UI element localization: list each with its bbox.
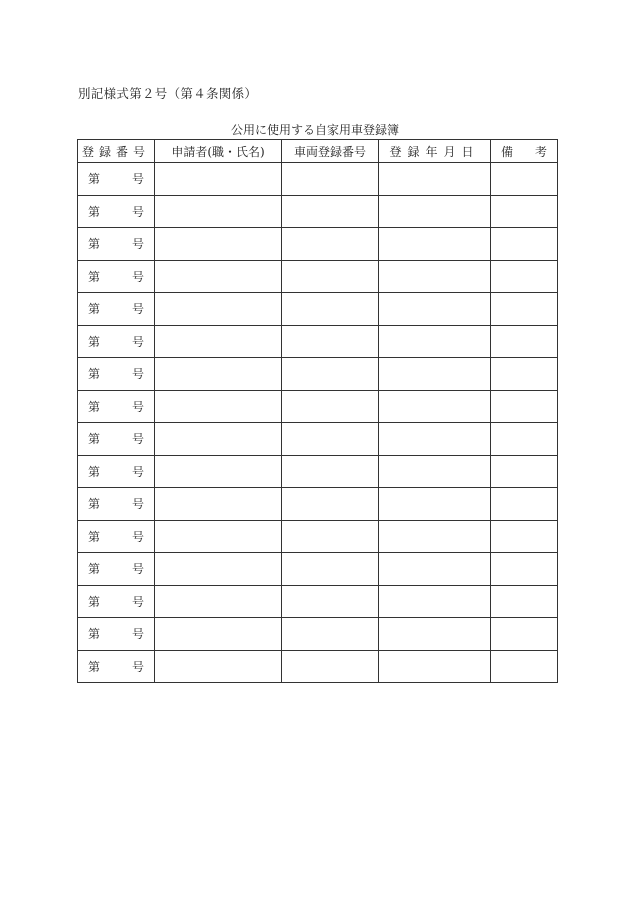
- registration-number-cell: [78, 455, 155, 488]
- registration-number-cell: [78, 618, 155, 651]
- vehicle-number-cell: [282, 228, 379, 261]
- remarks-cell: [491, 585, 558, 618]
- row-prefix: 第: [88, 497, 101, 512]
- applicant-cell: [155, 390, 282, 423]
- vehicle-number-cell: [282, 585, 379, 618]
- vehicle-number-cell: [282, 293, 379, 326]
- row-suffix: 号: [131, 627, 144, 642]
- registration-date-cell: [379, 650, 491, 683]
- header-applicant: 申請者(職・氏名): [155, 140, 282, 163]
- vehicle-number-cell: [282, 260, 379, 293]
- row-suffix: 号: [131, 399, 144, 414]
- registration-date-cell: [379, 553, 491, 586]
- vehicle-number-cell: [282, 390, 379, 423]
- row-prefix: 第: [88, 594, 101, 609]
- row-suffix: 号: [131, 464, 144, 479]
- row-prefix: 第: [88, 529, 101, 544]
- row-prefix: 第: [88, 562, 101, 577]
- header-registration-date: 登録年月日: [379, 140, 491, 163]
- vehicle-number-cell: [282, 358, 379, 391]
- row-suffix: 号: [131, 204, 144, 219]
- form-label: 別記様式第２号（第４条関係）: [78, 86, 258, 101]
- table-row: [78, 488, 558, 521]
- row-suffix: 号: [131, 269, 144, 284]
- remarks-cell: [491, 650, 558, 683]
- row-prefix: 第: [88, 399, 101, 414]
- remarks-cell: [491, 520, 558, 553]
- header-remarks: [491, 140, 558, 163]
- registration-table: [77, 139, 558, 683]
- applicant-cell: [155, 585, 282, 618]
- row-suffix: 号: [131, 497, 144, 512]
- table-row: [78, 455, 558, 488]
- row-prefix: 第: [88, 464, 101, 479]
- row-suffix: 号: [131, 432, 144, 447]
- table-row: [78, 553, 558, 586]
- registration-number-cell: [78, 650, 155, 683]
- document-title: 公用に使用する自家用車登録簿: [230, 123, 399, 137]
- table-row: [78, 423, 558, 456]
- registration-number-cell: [78, 520, 155, 553]
- applicant-cell: [155, 650, 282, 683]
- applicant-cell: [155, 520, 282, 553]
- registration-date-cell: [379, 423, 491, 456]
- vehicle-number-cell: [282, 488, 379, 521]
- table-row: [78, 260, 558, 293]
- row-suffix: 号: [131, 334, 144, 349]
- registration-date-cell: [379, 163, 491, 196]
- row-suffix: 号: [131, 367, 144, 382]
- header-row: [78, 140, 558, 163]
- applicant-cell: [155, 423, 282, 456]
- row-prefix: 第: [88, 367, 101, 382]
- vehicle-number-cell: [282, 325, 379, 358]
- applicant-cell: [155, 455, 282, 488]
- header-remarks-first: 備: [501, 144, 514, 159]
- registration-date-cell: [379, 488, 491, 521]
- applicant-cell: [155, 488, 282, 521]
- row-prefix: 第: [88, 627, 101, 642]
- registration-date-cell: [379, 358, 491, 391]
- remarks-cell: [491, 358, 558, 391]
- vehicle-number-cell: [282, 455, 379, 488]
- remarks-cell: [491, 260, 558, 293]
- row-suffix: 号: [131, 302, 144, 317]
- header-registration-number: 登録番号: [78, 140, 155, 163]
- remarks-cell: [491, 455, 558, 488]
- vehicle-number-cell: [282, 618, 379, 651]
- vehicle-number-cell: [282, 650, 379, 683]
- row-suffix: 号: [131, 237, 144, 252]
- row-prefix: 第: [88, 302, 101, 317]
- row-prefix: 第: [88, 269, 101, 284]
- row-suffix: 号: [131, 529, 144, 544]
- table-row: [78, 390, 558, 423]
- applicant-cell: [155, 228, 282, 261]
- table-row: [78, 325, 558, 358]
- registration-date-cell: [379, 618, 491, 651]
- applicant-cell: [155, 195, 282, 228]
- table-row: [78, 520, 558, 553]
- registration-date-cell: [379, 293, 491, 326]
- applicant-cell: [155, 618, 282, 651]
- registration-number-cell: [78, 325, 155, 358]
- registration-number-cell: [78, 423, 155, 456]
- registration-number-cell: [78, 585, 155, 618]
- row-suffix: 号: [131, 594, 144, 609]
- row-suffix: 号: [131, 172, 144, 187]
- table-row: [78, 358, 558, 391]
- vehicle-number-cell: [282, 553, 379, 586]
- remarks-cell: [491, 390, 558, 423]
- registration-date-cell: [379, 325, 491, 358]
- remarks-cell: [491, 293, 558, 326]
- registration-number-cell: [78, 293, 155, 326]
- applicant-cell: [155, 325, 282, 358]
- row-suffix: 号: [131, 659, 144, 674]
- row-prefix: 第: [88, 432, 101, 447]
- registration-number-cell: [78, 228, 155, 261]
- remarks-cell: [491, 553, 558, 586]
- remarks-cell: [491, 423, 558, 456]
- header-vehicle-registration-number: 車両登録番号: [282, 140, 379, 163]
- row-prefix: 第: [88, 237, 101, 252]
- applicant-cell: [155, 163, 282, 196]
- applicant-cell: [155, 293, 282, 326]
- registration-date-cell: [379, 390, 491, 423]
- registration-date-cell: [379, 520, 491, 553]
- table-row: [78, 163, 558, 196]
- row-suffix: 号: [131, 562, 144, 577]
- table-row: [78, 293, 558, 326]
- header-remarks-second: 考: [534, 144, 547, 159]
- table-row: [78, 585, 558, 618]
- vehicle-number-cell: [282, 195, 379, 228]
- registration-number-cell: [78, 195, 155, 228]
- remarks-cell: [491, 163, 558, 196]
- vehicle-number-cell: [282, 520, 379, 553]
- table-row: [78, 618, 558, 651]
- table-row: [78, 650, 558, 683]
- registration-date-cell: [379, 455, 491, 488]
- registration-date-cell: [379, 585, 491, 618]
- remarks-cell: [491, 618, 558, 651]
- row-prefix: 第: [88, 172, 101, 187]
- registration-number-cell: [78, 163, 155, 196]
- applicant-cell: [155, 260, 282, 293]
- table-row: [78, 195, 558, 228]
- registration-number-cell: [78, 390, 155, 423]
- registration-number-cell: [78, 488, 155, 521]
- registration-number-cell: [78, 553, 155, 586]
- row-prefix: 第: [88, 334, 101, 349]
- vehicle-number-cell: [282, 423, 379, 456]
- registration-number-cell: [78, 358, 155, 391]
- registration-number-cell: [78, 260, 155, 293]
- vehicle-number-cell: [282, 163, 379, 196]
- applicant-cell: [155, 553, 282, 586]
- remarks-cell: [491, 488, 558, 521]
- table-row: [78, 228, 558, 261]
- remarks-cell: [491, 195, 558, 228]
- remarks-cell: [491, 325, 558, 358]
- registration-date-cell: [379, 260, 491, 293]
- row-prefix: 第: [88, 659, 101, 674]
- registration-date-cell: [379, 228, 491, 261]
- applicant-cell: [155, 358, 282, 391]
- registration-date-cell: [379, 195, 491, 228]
- remarks-cell: [491, 228, 558, 261]
- row-prefix: 第: [88, 204, 101, 219]
